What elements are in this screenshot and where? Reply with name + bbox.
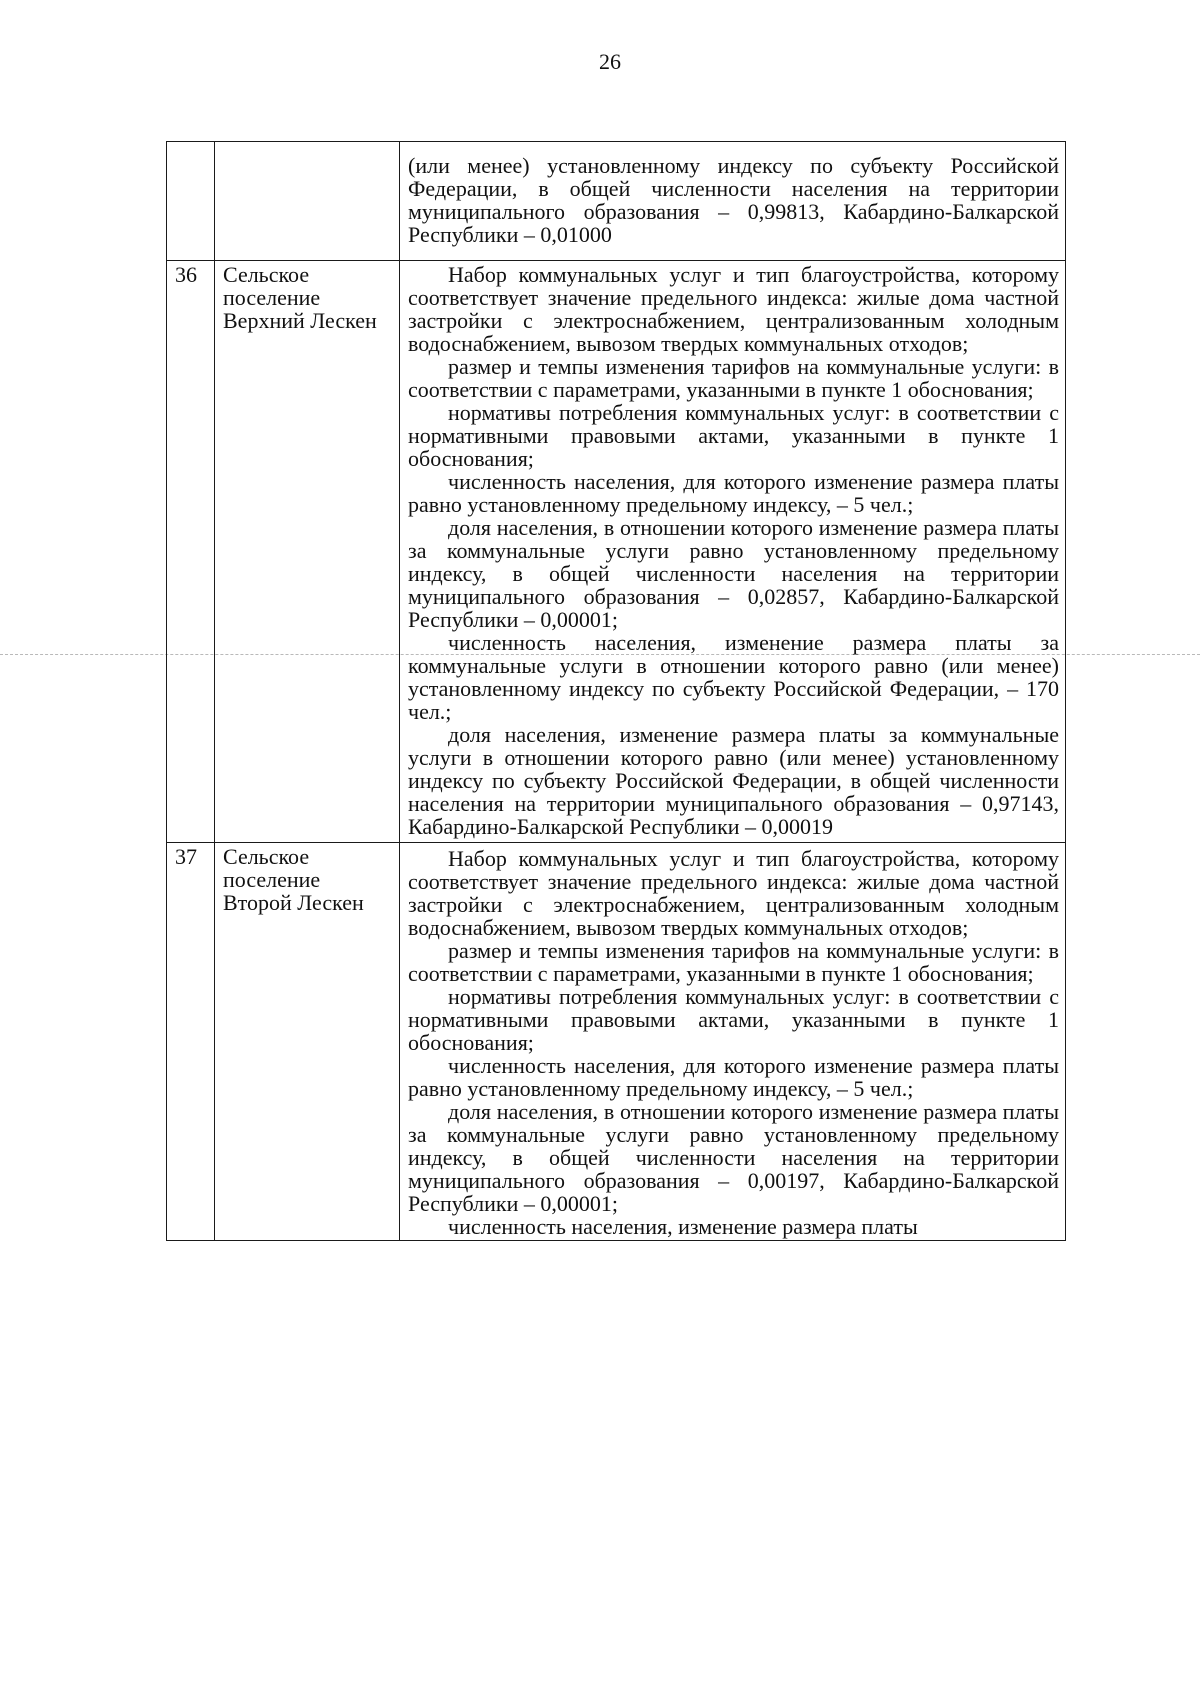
description-paragraph: численность населения, для которого изменение размера платы равно установленному предельному индексу, – 5 чел.; — [408, 1053, 1059, 1101]
description-cell — [400, 261, 1066, 843]
row-number-cell: 37 — [167, 843, 215, 1241]
description-paragraph: (или менее) установленному индексу по субъекту Российской Федерации, в общей численности населения на территории муниципального образования – 0,99813, Кабардино-Балкарской Республики – 0,01000 — [408, 153, 1059, 247]
description-paragraph: численность населения, для которого изменение размера платы равно установленному предельному индексу, – 5 чел.; — [408, 469, 1059, 517]
tariff-index-table — [166, 141, 1066, 1241]
description-paragraph: Набор коммунальных услуг и тип благоустройства, которому соответствует значение предельного индекса: жилые дома частной застройки с электроснабжением, централизованным холодным водоснабжением, вывозом твердых коммунальных отходов; — [408, 262, 1059, 356]
description-paragraph: численность населения, изменение размера платы — [448, 1214, 918, 1239]
description-paragraph: доля населения, в отношении которого изменение размера платы за коммунальные услуги равно установленному предельному индексу, в общей численности населения на территории муниципального образования – 0,00197, Кабардино-Балкарской Республики – 0,00001; — [408, 1099, 1059, 1216]
description-paragraph: доля населения, изменение размера платы за коммунальные услуги в отношении которого равно (или менее) установленному индексу по субъекту Российской Федерации, в общей численности населения на территории муниципального образования – 0,97143, Кабардино-Балкарской Республики – 0,00019 — [408, 722, 1059, 839]
settlement-name-cell: Сельское поселение Верхний Лескен — [215, 261, 400, 843]
description-paragraph: нормативы потребления коммунальных услуг: в соответствии с нормативными правовыми актами, указанными в пункте 1 обоснования; — [408, 984, 1059, 1055]
row-number-cell: 36 — [167, 261, 215, 843]
description-paragraph: нормативы потребления коммунальных услуг: в соответствии с нормативными правовыми актами, указанными в пункте 1 обоснования; — [408, 400, 1059, 471]
description-paragraph: Набор коммунальных услуг и тип благоустройства, которому соответствует значение предельного индекса: жилые дома частной застройки с электроснабжением, централизованным холодным водоснабжением, вывозом твердых коммунальных отходов; — [408, 846, 1059, 940]
description-paragraph: доля населения, в отношении которого изменение размера платы за коммунальные услуги равно установленному предельному индексу, в общей численности населения на территории муниципального образования – 0,02857, Кабардино-Балкарской Республики – 0,00001; — [408, 515, 1059, 632]
description-paragraph: размер и темпы изменения тарифов на коммунальные услуги: в соответствии с параметрами, указанными в пункте 1 обоснования; — [408, 938, 1059, 986]
table-row-36 — [167, 261, 1066, 843]
settlement-name-cell — [215, 142, 400, 261]
description-paragraph: численность населения, изменение размера платы за коммунальные услуги в отношении которого равно (или менее) установленному индексу по субъекту Российской Федерации, – 170 чел.; — [408, 630, 1059, 724]
page-number: 26 — [599, 49, 621, 74]
settlement-name-cell: Сельское поселение Второй Лескен — [215, 843, 400, 1241]
table-row-37 — [167, 843, 1066, 1241]
row-number-cell — [167, 142, 215, 261]
table-row-continuation — [167, 142, 1066, 261]
description-cell — [400, 142, 1066, 261]
description-cell — [400, 843, 1066, 1241]
description-paragraph: размер и темпы изменения тарифов на коммунальные услуги: в соответствии с параметрами, указанными в пункте 1 обоснования; — [408, 354, 1059, 402]
